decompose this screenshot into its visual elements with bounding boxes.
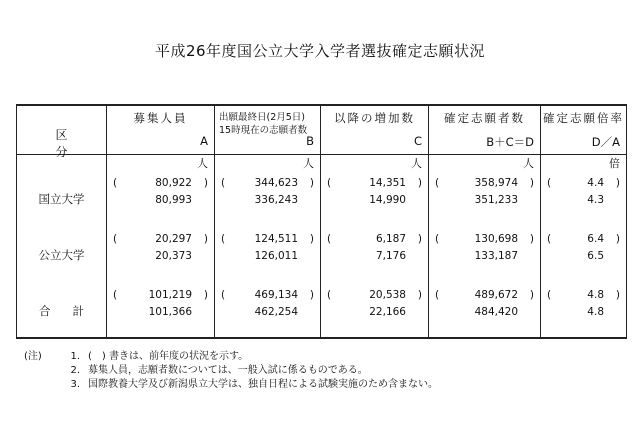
page-title: 平成26年度国公立大学入学者選抜確定志願状況 xyxy=(154,42,486,60)
prev-year-value: ( 344,623 ) xyxy=(221,177,314,189)
prev-year-value: ( 130,698 ) xyxy=(435,233,534,245)
current-value: 20,373 xyxy=(155,250,192,262)
unit-label: 人 xyxy=(523,157,534,170)
unit-label: 人 xyxy=(303,157,314,170)
application-status-table xyxy=(16,104,627,339)
note-line-2: 2. 募集人員，志願者数については、一般入試に係るものである。 xyxy=(70,365,368,376)
current-value: 4.8 xyxy=(587,306,604,318)
note-line-1: (注) 1. ( ) 書きは、前年度の状況を示す。 xyxy=(24,351,249,362)
current-value: 7,176 xyxy=(375,250,406,262)
current-value: 4.3 xyxy=(587,194,604,206)
table-row-total xyxy=(17,281,627,338)
current-value: 484,420 xyxy=(474,306,518,318)
prev-year-value: ( 6.4 ) xyxy=(547,233,620,245)
current-value: 6.5 xyxy=(587,250,604,262)
notes-section xyxy=(24,350,438,392)
table-row-national xyxy=(17,169,627,225)
current-value: 462,254 xyxy=(254,306,298,318)
header-label: 確定志願倍率 xyxy=(543,111,624,125)
header-label: 以降の増加数 xyxy=(334,111,415,125)
header-letter: D／A xyxy=(591,135,620,149)
prev-year-value: ( 101,219 ) xyxy=(113,289,208,301)
prev-year-value: ( 4.8 ) xyxy=(547,289,620,301)
row-label: 公立大学 xyxy=(38,248,85,262)
prev-year-value: ( 4.4 ) xyxy=(547,177,620,189)
header-col-e xyxy=(541,105,627,155)
header-label: 確定志願者数 xyxy=(444,111,525,125)
prev-year-value: ( 469,134 ) xyxy=(221,289,314,301)
current-value: 126,011 xyxy=(254,250,298,262)
current-value: 80,993 xyxy=(155,194,192,206)
header-label-line1: 出願最終日(2月5日) xyxy=(219,112,306,123)
header-col-a xyxy=(107,105,215,155)
unit-row xyxy=(17,155,627,170)
table-header-row xyxy=(17,105,627,155)
header-letter: A xyxy=(200,134,208,148)
prev-year-value: ( 489,672 ) xyxy=(435,289,534,301)
row-label: 国立大学 xyxy=(38,192,85,206)
header-label: 募集人員 xyxy=(133,111,188,125)
header-letter: B＋C＝D xyxy=(486,135,534,149)
prev-year-value: ( 20,297 ) xyxy=(113,233,208,245)
header-col-d xyxy=(429,105,541,155)
unit-label: 人 xyxy=(411,157,422,170)
current-value: 133,187 xyxy=(474,250,518,262)
table-row-public xyxy=(17,225,627,281)
header-label-line2: 15時現在の志願者数 xyxy=(219,125,308,136)
current-value: 351,233 xyxy=(474,194,518,206)
header-letter: C xyxy=(413,134,422,148)
note-line-3: 3. 国際教養大学及び新潟県立大学は、独自日程による試験実施のため含まない。 xyxy=(70,379,438,390)
header-col-b xyxy=(215,105,321,155)
unit-label: 倍 xyxy=(609,157,620,170)
prev-year-value: ( 124,511 ) xyxy=(221,233,314,245)
row-label: 合計 xyxy=(39,304,106,318)
prev-year-value: ( 20,538 ) xyxy=(327,289,422,301)
header-letter: B xyxy=(306,134,314,148)
header-col-c xyxy=(321,105,429,155)
current-value: 22,166 xyxy=(369,306,406,318)
prev-year-value: ( 14,351 ) xyxy=(327,177,422,189)
unit-label: 人 xyxy=(197,157,208,170)
current-value: 101,366 xyxy=(148,306,192,318)
current-value: 336,243 xyxy=(254,194,298,206)
notes-lead: (注) xyxy=(24,351,42,362)
prev-year-value: ( 80,922 ) xyxy=(113,177,208,189)
prev-year-value: ( 6,187 ) xyxy=(327,233,422,245)
header-kubun: 区 分 xyxy=(17,105,107,155)
prev-year-value: ( 358,974 ) xyxy=(435,177,534,189)
current-value: 14,990 xyxy=(369,194,406,206)
